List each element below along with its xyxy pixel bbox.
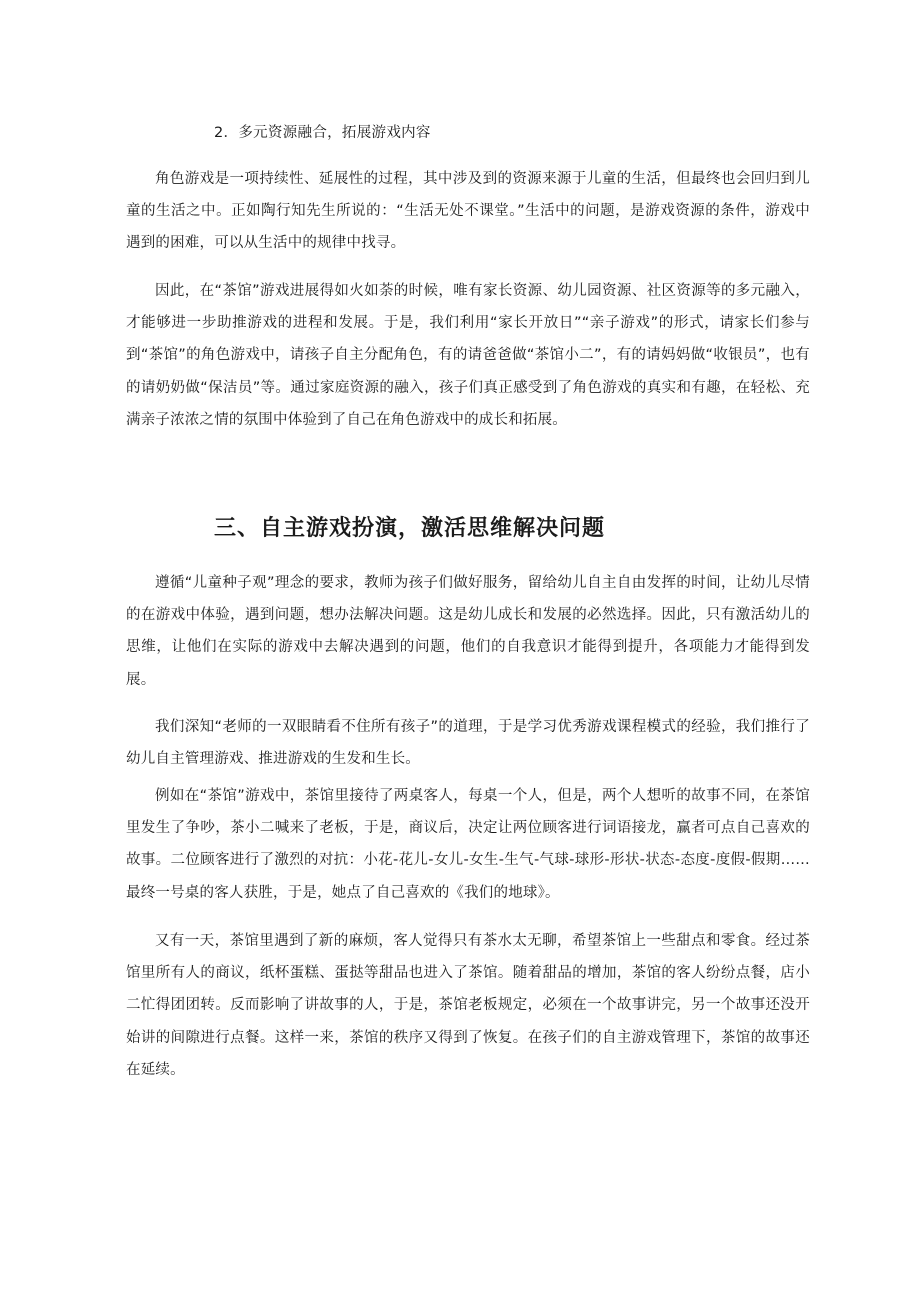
paragraph-teahouse-desserts: 又有一天，茶馆里遇到了新的麻烦，客人觉得只有茶水太无聊，希望茶馆上一些甜点和零食。经过茶馆里所有人的商议，纸杯蛋糕、蛋挞等甜品也进入了茶馆。随着甜品的增加，茶馆的客人纷纷点餐，店小二忙得团团转。反而影响了讲故事的人，于是，茶馆老板规定，必须在一个故事讲完，另一个故事还没开始讲的间隙进行点餐。这样一来，茶馆的秩序又得到了恢复。在孩子们的自主游戏管理下，茶馆的故事还在延续。 (126, 933, 810, 1078)
section-heading: 三、自主游戏扮演，激活思维解决问题 (214, 516, 606, 541)
paragraph-self-management: 我们深知“老师的一双眼睛看不住所有孩子”的道理，于是学习优秀游戏课程模式的经验，我们推行了幼儿自主管理游戏、推进游戏的生发和生长。 (126, 719, 810, 768)
paragraph-teahouse-example: 例如在“茶馆”游戏中，茶馆里接待了两桌客人，每桌一个人，但是，两个人想听的故事不同，在茶馆里发生了争吵，茶小二喊来了老板，于是，商议后，决定让两位顾客进行词语接龙，赢者可点自己喜欢的故事。二位顾客进行了激烈的对抗：小花-花儿-女儿-女生-生气-气球-球形-形状-状态-态度-度假-假期……最终一号桌的客人获胜，于是，她点了自己喜欢的《我们的地球》。 (126, 788, 810, 901)
subsection-heading: 2．多元资源融合，拓展游戏内容 (214, 125, 431, 141)
paragraph-child-seed-concept: 遵循“儿童种子观”理念的要求，教师为孩子们做好服务，留给幼儿自主自由发挥的时间，让幼儿尽情的在游戏中体验，遇到问题，想办法解决问题。这是幼儿成长和发展的必然选择。因此，只有激活幼儿的思维，让他们在实际的游戏中去解决遇到的问题，他们的自我意识才能得到提升，各项能力才能得到发展。 (126, 575, 810, 688)
paragraph-role-play-resources: 角色游戏是一项持续性、延展性的过程，其中涉及到的资源来源于儿童的生活，但最终也会回归到儿童的生活之中。正如陶行知先生所说的：“生活无处不课堂。”生活中的问题，是游戏资源的条件，游戏中遇到的困难，可以从生活中的规律中找寻。 (126, 171, 810, 252)
paragraph-multi-resource-integration: 因此，在“茶馆”游戏进展得如火如荼的时候，唯有家长资源、幼儿园资源、社区资源等的多元融入，才能够进一步助推游戏的进程和发展。于是，我们利用“家长开放日”“亲子游戏”的形式，请家长们参与到“茶馆”的角色游戏中，请孩子自主分配角色，有的请爸爸做“茶馆小二”，有的请妈妈做“收银员”，也有的请奶奶做“保洁员”等。通过家庭资源的融入，孩子们真正感受到了角色游戏的真实和有趣，在轻松、充满亲子浓浓之情的氛围中体验到了自己在角色游戏中的成长和拓展。 (126, 283, 810, 428)
